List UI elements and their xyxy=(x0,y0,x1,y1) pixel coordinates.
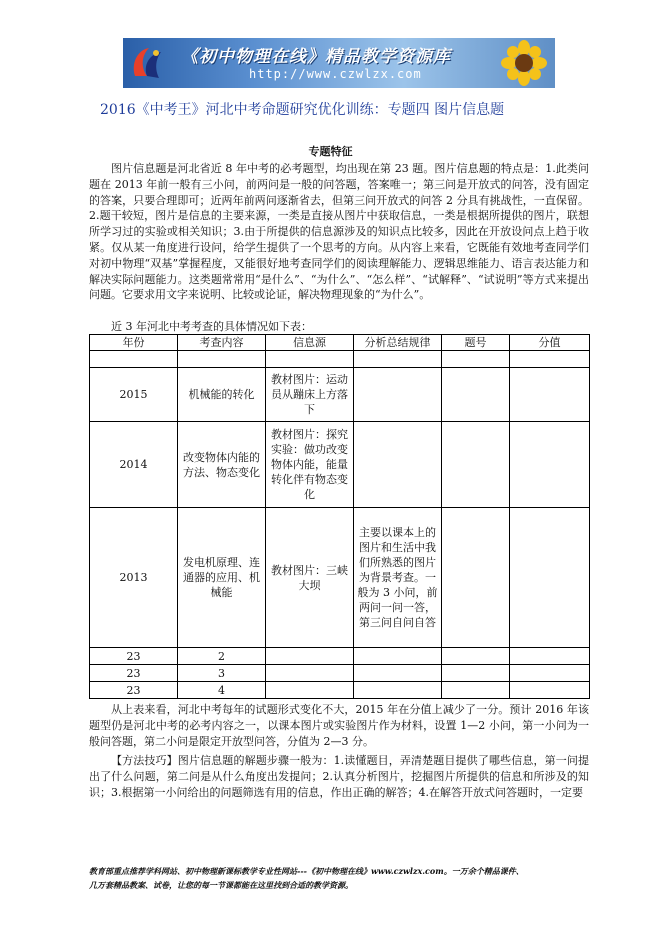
cell-content: 发电机原理、连通器的应用、机械能 xyxy=(178,508,266,648)
cell-analysis xyxy=(354,368,442,422)
table-header-row xyxy=(90,335,590,351)
cell-content: 改变物体内能的方法、物态变化 xyxy=(178,422,266,508)
cell-question-no xyxy=(442,368,510,422)
method-tips-paragraph: 【方法技巧】图片信息题的解题步骤一般为：1.读懂题目，弄清楚题目提供了哪些信息，第一问提出了什么问题，第二问是从什么角度出发提问；2.认真分析图片，挖掘图片所提供的信息和所涉及的知识；3.根据第一小问给出的问题筛选有用的信息，作出正确的解答；4.在解答开放式问答题时，一定要 xyxy=(89,754,589,799)
cell-question-no: 23 xyxy=(90,665,178,682)
cell-analysis xyxy=(354,422,442,508)
document-title: 2016《中考王》河北中考命题研究优化训练：专题四 图片信息题 xyxy=(100,102,505,118)
table-row xyxy=(90,508,590,648)
header-question-no: 题号 xyxy=(442,335,510,351)
cell-source: 教材图片：运动员从蹦床上方落下 xyxy=(266,368,354,422)
cell-content: 机械能的转化 xyxy=(178,368,266,422)
cell-question-no: 23 xyxy=(90,648,178,665)
cell-source: 教材图片：三峡大坝 xyxy=(266,508,354,648)
cell-score: 2 xyxy=(178,648,266,665)
exam-summary-table xyxy=(89,334,590,699)
table-row xyxy=(90,665,590,682)
cell-score xyxy=(510,368,590,422)
header-source: 信息源 xyxy=(266,335,354,351)
cell-score: 3 xyxy=(178,665,266,682)
banner-title: 《初中物理在线》精品教学资源库 xyxy=(181,47,451,67)
section-heading: 专题特征 xyxy=(308,145,353,158)
header-content: 考查内容 xyxy=(178,335,266,351)
cell-score: 4 xyxy=(178,682,266,699)
cell-year: 2015 xyxy=(90,368,178,422)
table-row xyxy=(90,422,590,508)
cell-score xyxy=(510,508,590,648)
table-row xyxy=(90,368,590,422)
cell-question-no: 23 xyxy=(90,682,178,699)
cell-year: 2014 xyxy=(90,422,178,508)
header-analysis: 分析总结规律 xyxy=(354,335,442,351)
table-row-blank xyxy=(90,351,590,368)
cell-question-no xyxy=(442,508,510,648)
header-score: 分值 xyxy=(510,335,590,351)
header-banner xyxy=(123,38,555,88)
cell-analysis: 主要以课本上的图片和生活中我们所熟悉的图片为背景考查。一般为 3 小问，前两问一问一答，第三问自问自答 xyxy=(354,508,442,648)
footer-line-1: 教育部重点推荐学科网站、初中物理新课标教学专业性网站---《初中物理在线》www.czwlzx.com。一万余个精品课件、 xyxy=(89,866,524,876)
header-year: 年份 xyxy=(90,335,178,351)
cell-question-no xyxy=(442,422,510,508)
sunflower-icon xyxy=(497,40,551,86)
banner-url[interactable]: http://www.czwlzx.com xyxy=(249,67,422,81)
footer-line-2: 几万套精品教案、试卷，让您的每一节课都能在这里找到合适的教学资源。 xyxy=(89,880,353,890)
cell-year: 2013 xyxy=(90,508,178,648)
table-caption: 近 3 年河北中考考查的具体情况如下表： xyxy=(111,320,312,333)
cell-source: 教材图片：探究实验：做功改变物体内能，能量转化伴有物态变化 xyxy=(266,422,354,508)
intro-paragraph: 图片信息题是河北省近 8 年中考的必考题型，均出现在第 23 题。图片信息题的特点是：1.此类问题在 2013 年前一般有三小问，前两问是一般的问答题，答案唯一；第三问是开放式的问答，没有固定的答案，只要合理即可；近两年前两问逐渐省去，但第三问开放式的问答 2 分具有挑战性，一直保留。2.题干较短，图片是信息的主要来源，一类是直接从图片中获取信息，一类是根据所提供的图片，联想所学习过的实验或相关知识；3.由于所提供的信息源涉及的知识点比较多，因此在开放设问点上趋于收紧。仅从某一角度进行设问，给学生提供了一个思考的方向。从内容上来看，它既能有效地考查同学们对初中物理“双基”掌握程度，又能很好地考查同学们的阅读理解能力、逻辑思维能力、语言表达能力和解决实际问题能力。这类题常常用“是什么”、“为什么”、“怎么样”、“试解释”、“试说明”等方式来提出问题。它要求用文字来说明、比较或论证，解决物理现象的“为什么”。 xyxy=(89,162,589,302)
page-footer xyxy=(89,864,594,892)
site-logo-icon xyxy=(129,44,165,82)
table-row xyxy=(90,648,590,665)
table-row xyxy=(90,682,590,699)
trend-paragraph: 从上表来看，河北中考每年的试题形式变化不大，2015 年在分值上减少了一分。预计 2016 年该题型仍是河北中考的必考内容之一，以课本图片或实验图片作为材料，设置 1—2 小问，第一小问为一般问答题，第二小问是限定开放型问答，分值为 2—3 分。 xyxy=(89,703,589,748)
cell-score xyxy=(510,422,590,508)
